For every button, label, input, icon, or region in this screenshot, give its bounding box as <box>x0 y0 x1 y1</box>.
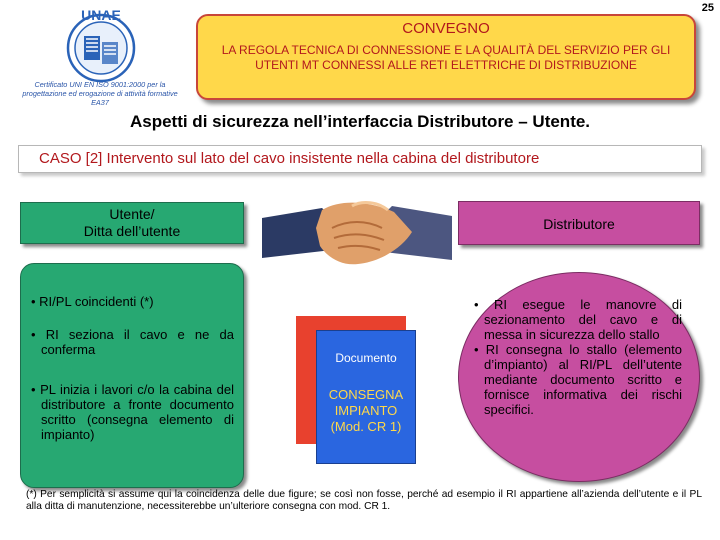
user-step-2: • RI seziona il cavo e ne da conferma <box>31 327 234 357</box>
certification-text: Certificato UNI EN ISO 9001:2000 per la progettazione ed erogazione di attività formative EA37 <box>22 80 178 107</box>
unae-logo-icon <box>56 6 146 84</box>
distributor-step-2-text: RI consegna lo stallo (elemento d’impianto) al RI/PL dell’utente mediante documento scritto e fornisce informativa dei rischi specifici. <box>484 342 682 417</box>
user-step-3-text: PL inizia i lavori c/o la cabina del distributore a fronte documento scritto (consegna elemento di impianto) <box>40 382 234 442</box>
handshake-icon <box>262 188 452 284</box>
document-front-sheet <box>316 330 416 464</box>
user-step-3: • PL inizia i lavori c/o la cabina del distributore a fronte documento scritto (consegna elemento di impianto) <box>31 382 234 442</box>
footnote: (*) Per semplicità si assume qui la coincidenza delle due figure; se così non fosse, perché ad esempio il RI appartiene all’azienda dell’utente e il PL alla ditta di manutenzione, necessiterebbe un’ulteriore consegna con mod. CR 1. <box>26 489 702 512</box>
section-title: Aspetti di sicurezza nell’interfaccia Distributore – Utente. <box>129 112 591 131</box>
distributor-steps <box>474 297 682 417</box>
user-label-line1: Utente/ <box>109 206 155 222</box>
document-consegna: CONSEGNA IMPIANTO (Mod. CR 1) <box>328 387 404 434</box>
conference-banner <box>196 14 696 100</box>
banner-title: CONVEGNO <box>402 20 490 37</box>
logo-text: UNAE <box>81 7 121 23</box>
user-step-1-text: RI/PL coincidenti (*) <box>39 294 154 309</box>
user-steps-box <box>20 263 244 488</box>
user-step-2-text: RI seziona il cavo e ne da conferma <box>41 327 234 357</box>
user-step-1: • RI/PL coincidenti (*) <box>31 294 154 309</box>
distributor-label-box: Distributore <box>458 201 700 245</box>
banner-subtitle: LA REGOLA TECNICA DI CONNESSIONE E LA QUALITÀ DEL SERVIZIO PER GLI UTENTI MT CONNESSI ALLE RETI ELETTRICHE DI DISTRIBUZIONE <box>221 43 671 72</box>
distributor-step-1: • RI esegue le manovre di sezionamento del cavo e di messa in sicurezza dello stallo <box>474 297 682 342</box>
distributor-step-2: • RI consegna lo stallo (elemento d’impianto) al RI/PL dell’utente mediante documento scritto e fornisce informativa dei rischi specifici. <box>474 342 682 417</box>
page-number: 25 <box>701 2 714 14</box>
user-label-box <box>20 202 244 244</box>
user-label-line2: Ditta dell’utente <box>83 223 181 239</box>
case-title: CASO [2] Intervento sul lato del cavo insistente nella cabina del distributore <box>18 145 702 173</box>
document-label: Documento <box>335 351 397 365</box>
distributor-step-1-text: RI esegue le manovre di sezionamento del cavo e di messa in sicurezza dello stallo <box>484 297 682 342</box>
